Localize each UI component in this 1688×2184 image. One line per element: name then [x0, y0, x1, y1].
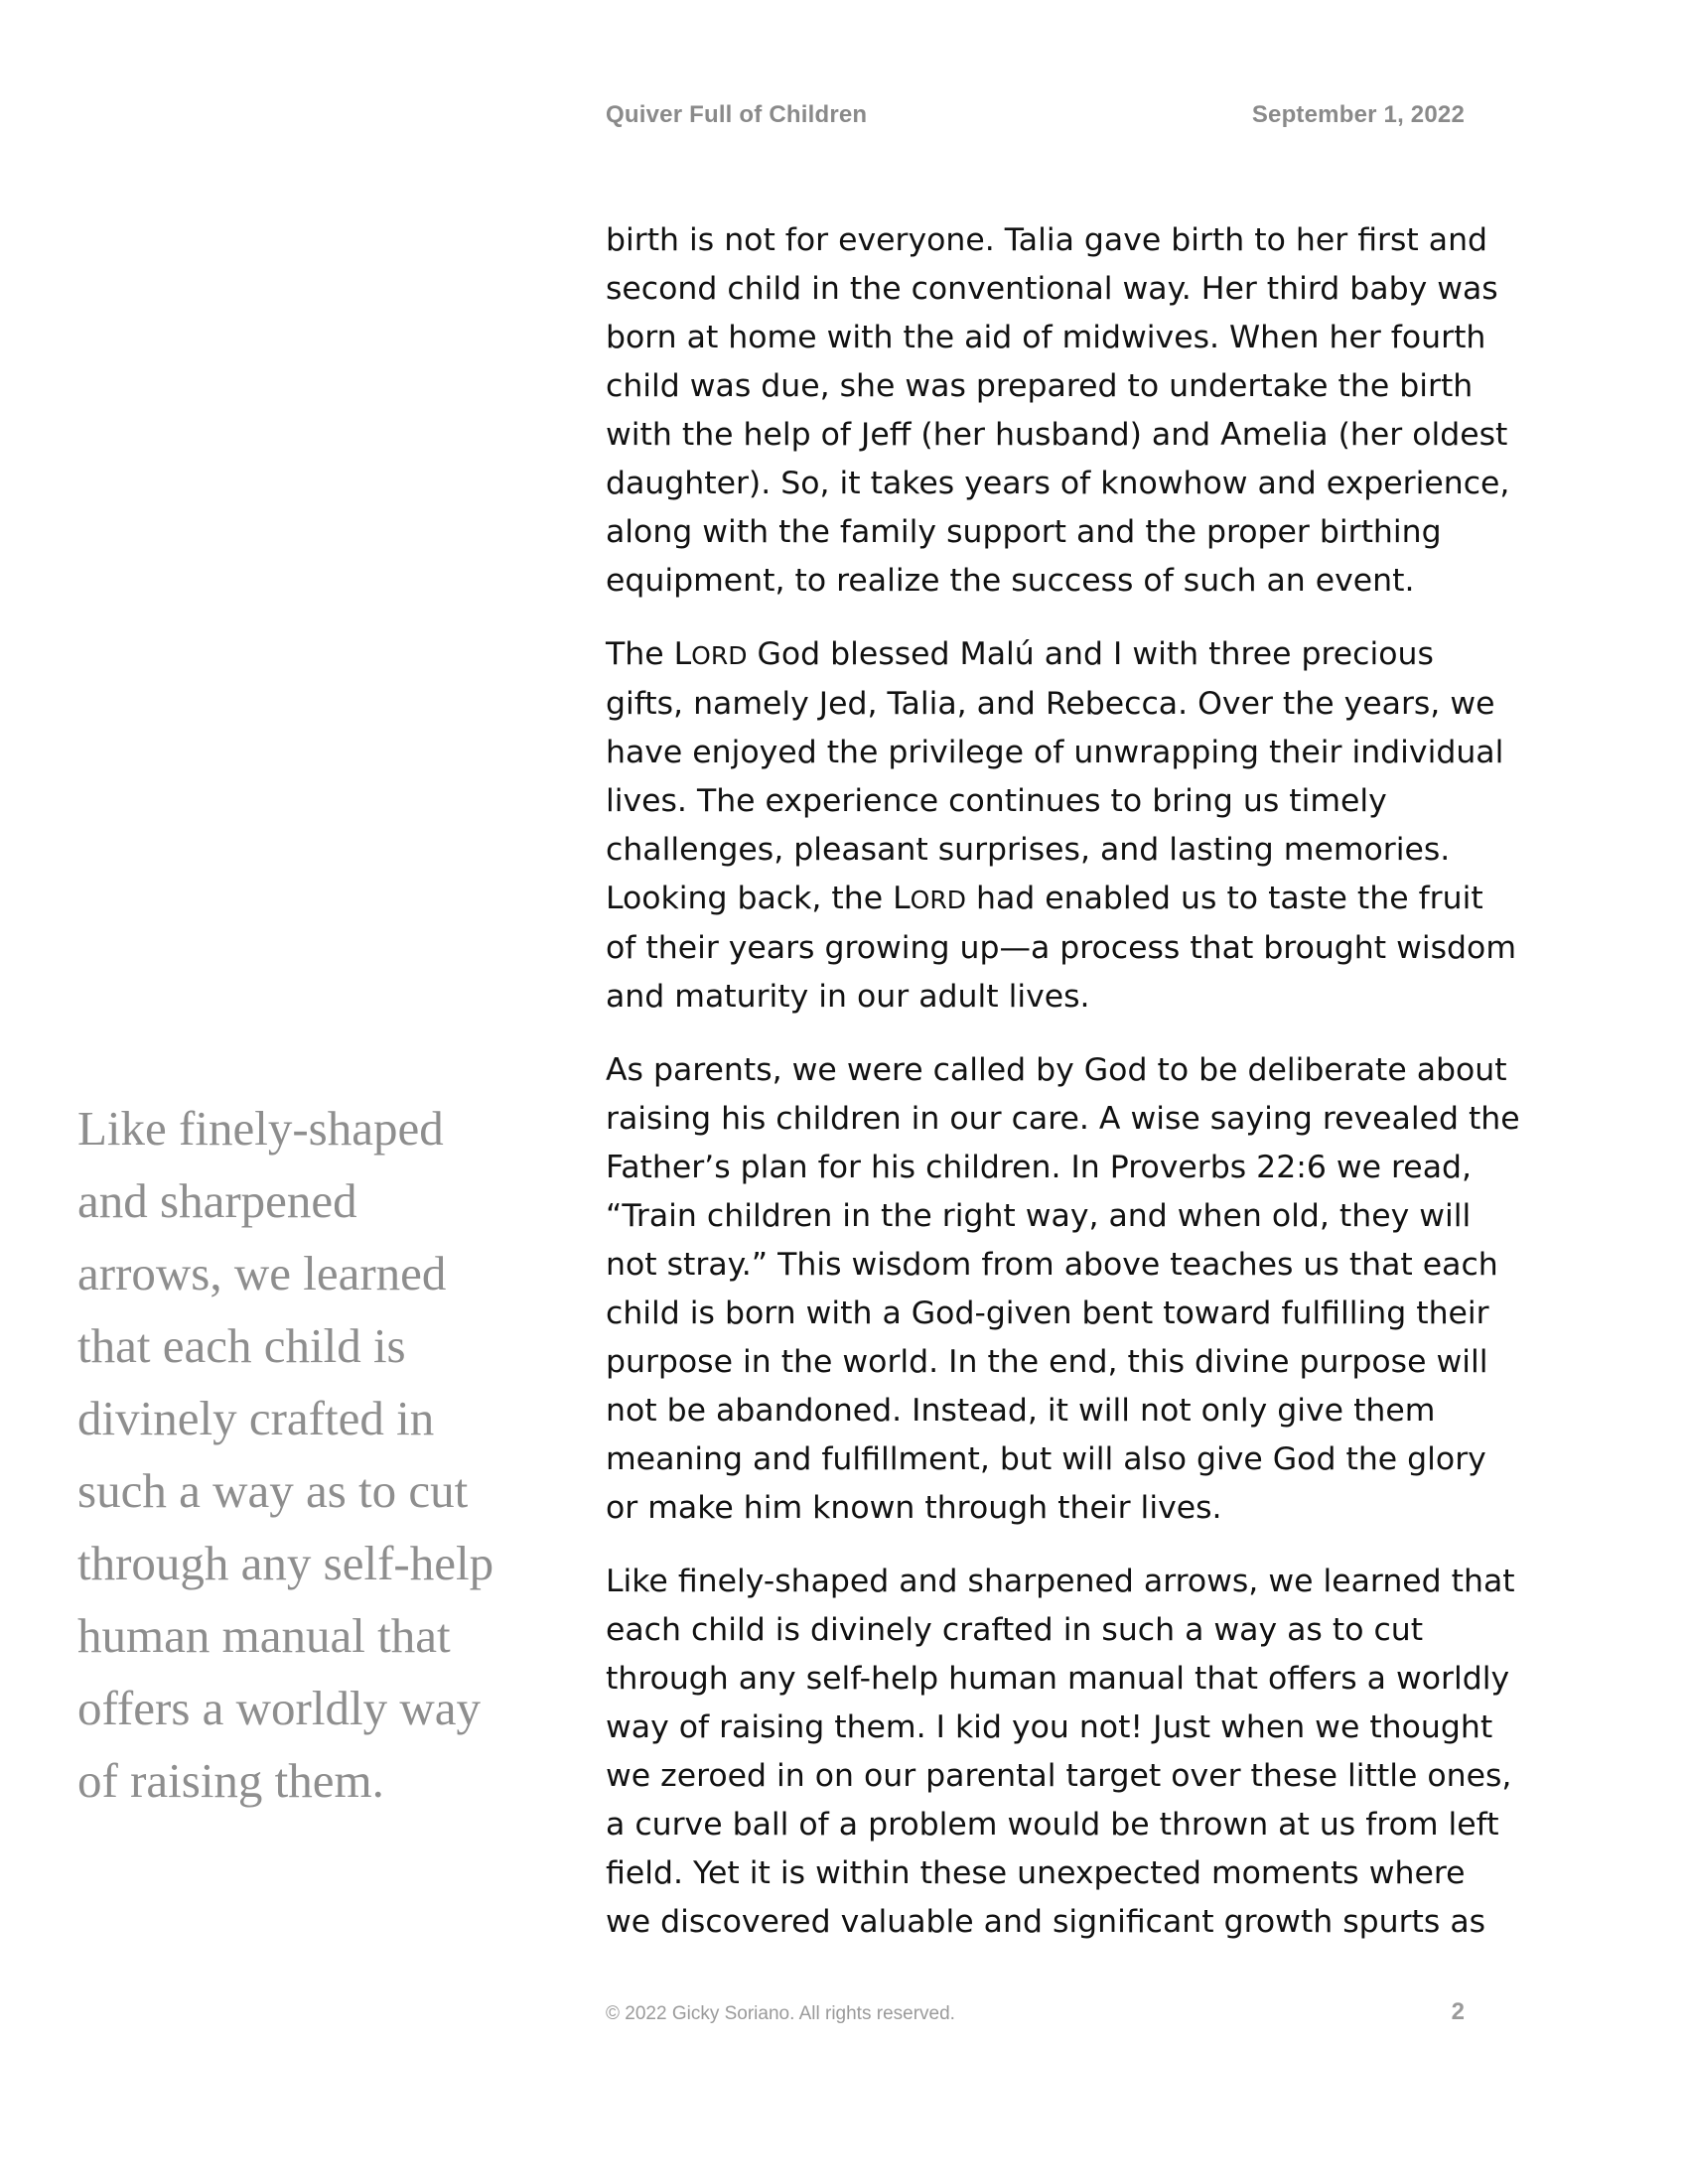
text-line: through any self-help human manual that offers a worldly: [606, 1661, 1510, 1697]
text-line: child was due, she was prepared to undertake the birth: [606, 368, 1474, 404]
text-line: daughter). So, it takes years of knowhow and experience,: [606, 466, 1510, 501]
lord-initial: L: [893, 881, 911, 916]
text-line: As parents, we were called by God to be deliberate about: [606, 1052, 1507, 1088]
lord-smallcaps: ORD: [691, 641, 748, 670]
running-header-date: September 1, 2022: [1251, 101, 1465, 128]
text-line: raising his children in our care. A wise saying revealed the: [606, 1101, 1520, 1137]
body-text: [606, 216, 1520, 1972]
pull-quote-line: divinely crafted in: [77, 1391, 435, 1445]
text-line: child is born with a God-given bent toward fulfilling their: [606, 1296, 1489, 1331]
text-line: or make him known through their lives.: [606, 1490, 1222, 1526]
text-line: along with the family support and the proper birthing: [606, 514, 1442, 550]
paragraph-2: [606, 630, 1517, 1022]
running-header-title: Quiver Full of Children: [606, 101, 868, 128]
text-line: have enjoyed the privilege of unwrapping their individual: [606, 735, 1504, 770]
text-line: Father’s plan for his children. In Proverbs 22:6 we read,: [606, 1150, 1473, 1185]
text-run: The: [606, 636, 674, 672]
text-line: not be abandoned. Instead, it will not only give them: [606, 1393, 1436, 1429]
pull-quote: [77, 1092, 554, 1817]
page-number: 2: [1451, 1998, 1465, 2025]
pull-quote-line: and sharpened: [77, 1173, 357, 1228]
text-line: [606, 630, 1479, 680]
lord-word: [893, 881, 966, 916]
paragraph-3: [606, 1046, 1520, 1533]
text-line: gifts, namely Jed, Talia, and Rebecca. Over the years, we: [606, 686, 1495, 722]
text-line: challenges, pleasant surprises, and lasting memories.: [606, 832, 1451, 868]
lord-word: [674, 636, 748, 672]
copyright-notice: © 2022 Gicky Soriano. All rights reserved.: [606, 2003, 955, 2024]
text-line: [606, 875, 1483, 924]
lord-initial: L: [673, 636, 692, 672]
text-line: lives. The experience continues to bring us timely: [606, 783, 1387, 819]
text-line: with the help of Jeff (her husband) and Amelia (her oldest: [606, 417, 1508, 453]
text-line: Like finely-shaped and sharpened arrows, we learned that: [606, 1564, 1515, 1599]
text-line: way of raising them. I kid you not! Just when we thought: [606, 1709, 1493, 1745]
text-run: God blessed Malú and I with three precious: [747, 636, 1434, 672]
text-line: purpose in the world. In the end, this divine purpose will: [606, 1344, 1488, 1380]
pull-quote-line: that each child is: [77, 1318, 406, 1373]
text-line: equipment, to realize the success of such an event.: [606, 563, 1415, 599]
text-line: and maturity in our adult lives.: [606, 979, 1090, 1015]
text-line: “Train children in the right way, and when old, they will: [606, 1198, 1472, 1234]
text-line: birth is not for everyone. Talia gave birth to her first and: [606, 222, 1488, 258]
text-run: Looking back, the: [606, 881, 894, 916]
text-line: of their years growing up—a process that brought wisdom: [606, 930, 1517, 966]
text-run: had enabled us to taste the fruit: [965, 881, 1483, 916]
pull-quote-line: through any self-help: [77, 1536, 494, 1590]
text-line: field. Yet it is within these unexpected moments where: [606, 1855, 1466, 1891]
paragraph-4: [606, 1558, 1515, 1947]
pull-quote-line: offers a worldly way: [77, 1681, 481, 1735]
text-line: we zeroed in on our parental target over these little ones,: [606, 1758, 1512, 1794]
paragraph-1: [606, 216, 1510, 606]
text-line: second child in the conventional way. Her third baby was: [606, 271, 1498, 307]
text-line: each child is divinely crafted in such a way as to cut: [606, 1612, 1424, 1648]
text-line: not stray.” This wisdom from above teaches us that each: [606, 1247, 1498, 1283]
pull-quote-line: arrows, we learned: [77, 1246, 447, 1300]
pull-quote-line: such a way as to cut: [77, 1463, 469, 1518]
text-line: meaning and fulfillment, but will also give God the glory: [606, 1441, 1486, 1477]
pull-quote-line: human manual that: [77, 1608, 451, 1663]
text-line: a curve ball of a problem would be thrown at us from left: [606, 1807, 1499, 1843]
pull-quote-line: of raising them.: [77, 1753, 384, 1808]
text-line: we discovered valuable and significant growth spurts as: [606, 1904, 1486, 1940]
lord-smallcaps: ORD: [910, 886, 966, 914]
text-line: born at home with the aid of midwives. When her fourth: [606, 320, 1486, 355]
pull-quote-line: Like finely-shaped: [77, 1101, 444, 1156]
